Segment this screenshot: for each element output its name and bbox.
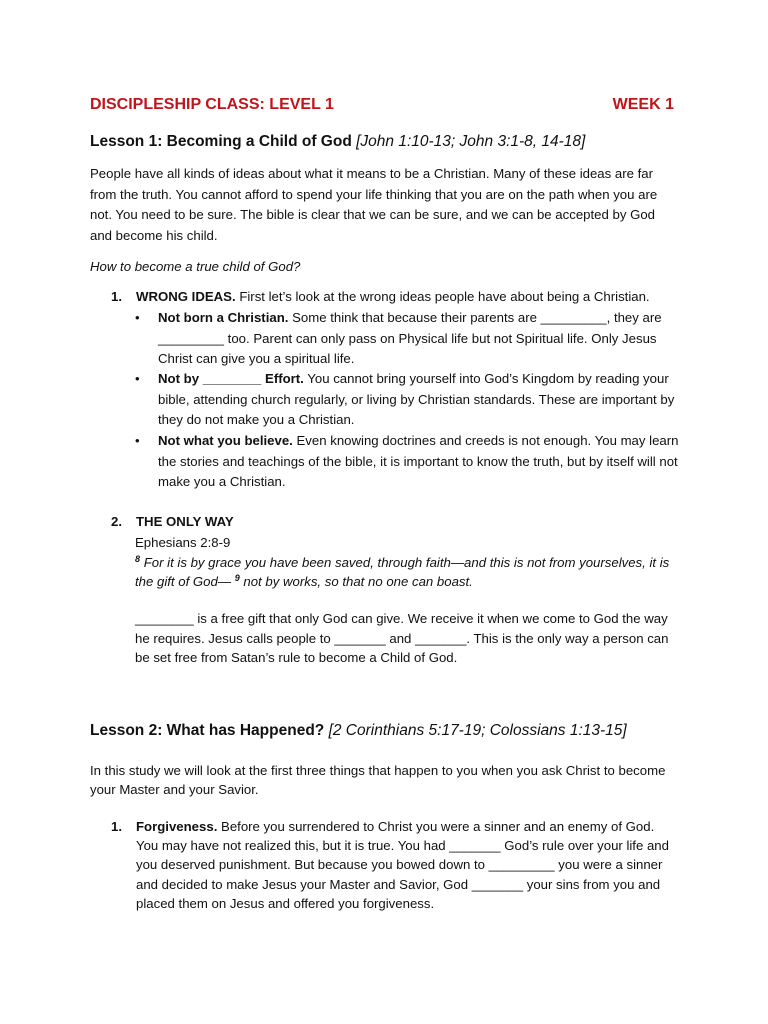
item-heading: THE ONLY WAY [136,514,234,529]
lesson2-reference: [2 Corinthians 5:17-19; Colossians 1:13-15] [328,722,627,739]
item-number: 1. [111,819,122,834]
lesson1-reference: [John 1:10-13; John 3:1-8, 14-18] [356,133,586,150]
verse-number: 8 [135,553,141,564]
item-text: Before you surrendered to Christ you were a sinner and an enemy of God. You may have not realized this, but it is true. You had _______ God’s rule over your life and you deserved punishment. But because you bowed down to _________ you were a sinner and decided to make Jesus your Master and Savior, God _______ your sins from you and placed them on Jesus and offered you forgiveness. [136,819,669,911]
bullet-text: Even knowing doctrines and creeds is not enough. You may learn the stories and teachings of the bible, it is important to know the truth, but by itself will not make you a Christian. [158,433,679,489]
lesson1-intro: People have all kinds of ideas about what it means to be a Christian. Many of these ideas are far from the truth. You cannot afford to spend your life thinking that you are on the path when you are not. You need to be sure. The bible is clear that we can be sure, and we can be accepted by God and become his child. [90,166,658,243]
lesson1-title-text: Lesson 1: Becoming a Child of God [90,133,352,150]
verse-8-text: For it is by grace you have been saved, through faith—and this is not from yourselves, it is the gift of God— [135,554,670,589]
bullet-text: Some think that because their parents are _________, they are _________ too. Parent can only pass on Physical life but not Spiritual life. Only Jesus Christ can give you a spiritual life. [158,310,662,366]
bullet-icon: • [135,433,140,448]
bullet-heading: Not what you believe. [158,433,293,448]
lesson1-question: How to become a true child of God? [90,259,301,274]
item-text: First let’s look at the wrong ideas people have about being a Christian. [239,289,650,304]
lesson1-title [90,133,585,151]
class-title: DISCIPLESHIP CLASS: LEVEL 1 [90,96,334,113]
lesson2-intro: In this study we will look at the first three things that happen to you when you ask Christ to become your Master and your Savior. [90,763,666,797]
scripture-verse [135,553,675,592]
week-label: WEEK 1 [612,96,674,113]
bullet-heading: Not by ________ Effort. [158,371,304,386]
bullet-text: You cannot bring yourself into God’s Kingdom by reading your bible, attending church regularly, or living by Christian standards. These are important by they do not make you a Christian. [158,371,675,427]
scripture-block [135,533,675,592]
lesson2-title-text: Lesson 2: What has Happened? [90,722,325,739]
only-way-text: ________ is a free gift that only God can give. We receive it when we come to God the way he requires. Jesus calls people to _______ and _______. This is the only way a person can be set free from Satan’s rule to become a Child of God. [135,611,669,665]
item-heading: WRONG IDEAS. [136,289,236,304]
bullet-heading: Not born a Christian. [158,310,289,325]
item-number: 1. [111,289,122,304]
verse-number: 9 [234,573,240,583]
lesson2-title [90,722,627,740]
bullet-icon: • [135,371,140,386]
document-header [90,96,674,114]
bullet-icon: • [135,310,140,325]
item-number: 2. [111,514,122,529]
item-heading: Forgiveness. [136,819,218,834]
verse-9-text: not by works, so that no one can boast. [243,574,473,589]
scripture-reference: Ephesians 2:8-9 [135,535,231,550]
